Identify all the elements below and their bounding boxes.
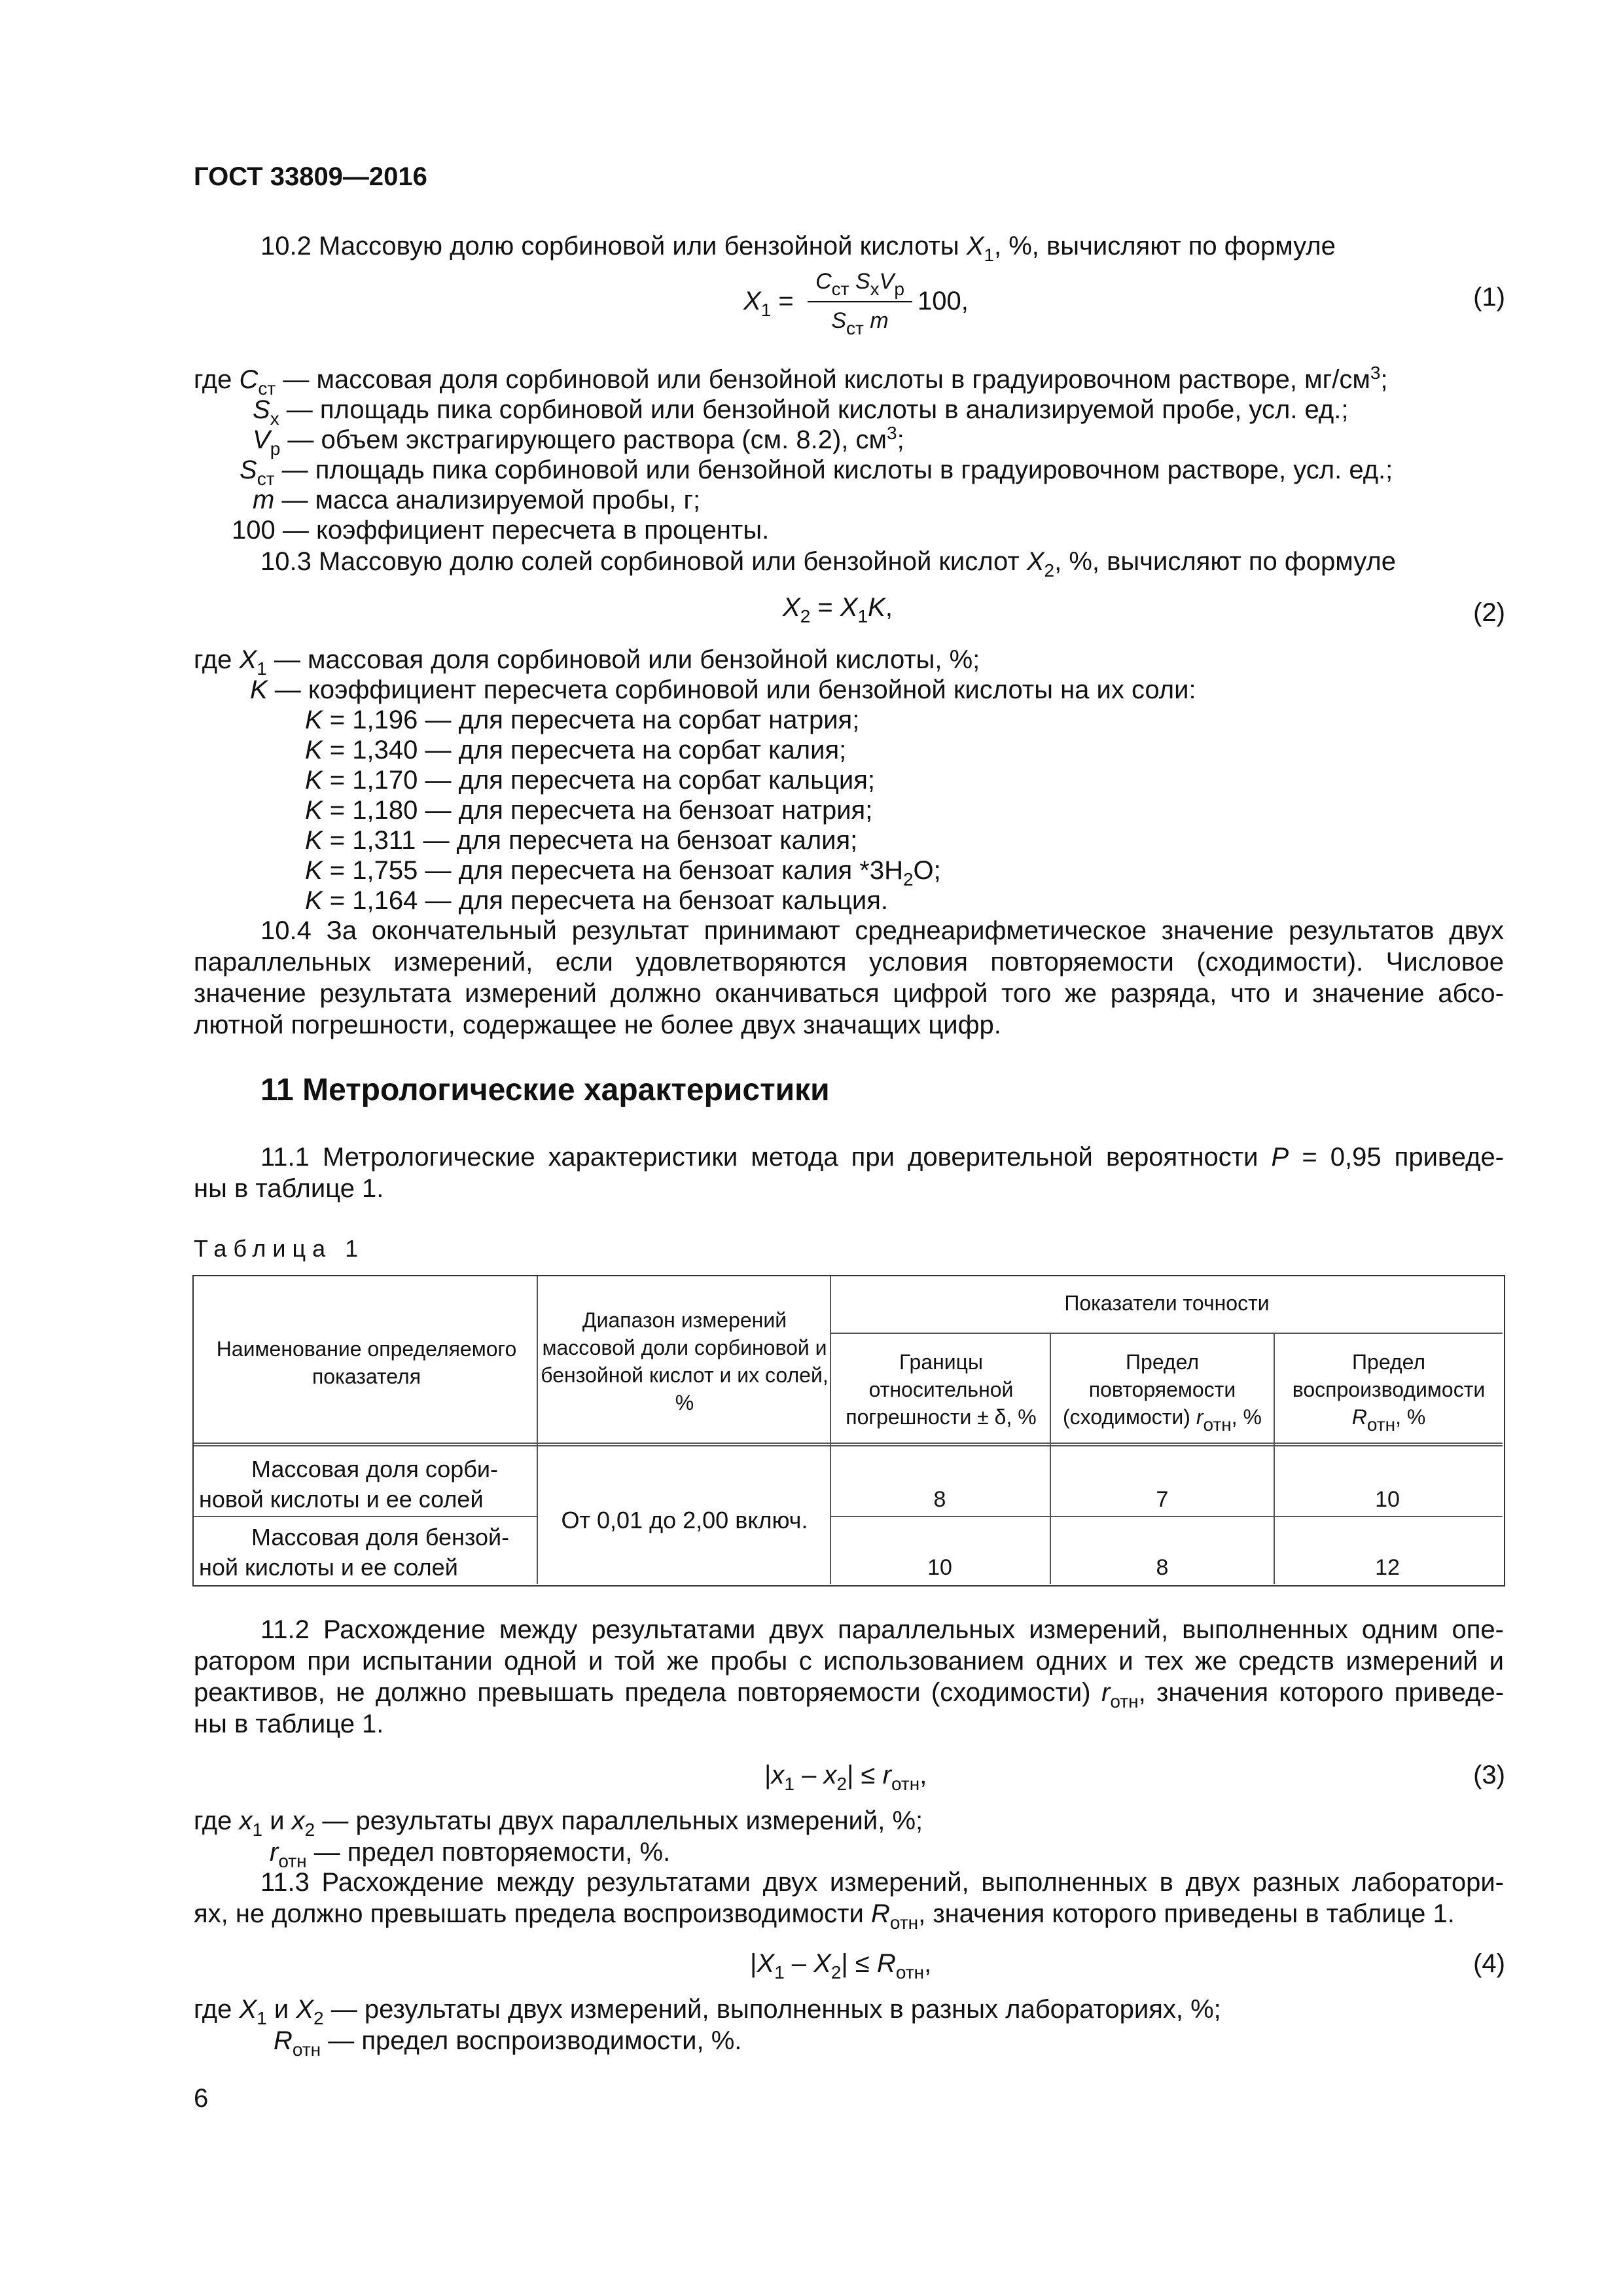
table-header-col2: Предел повторяемости (сходимости) $r_{отн}$, % — [1063, 1350, 1262, 1435]
list-item: K = 1,311 — для пересчета на бензоат калия; — [305, 826, 858, 855]
doc-id: ГОСТ 33809—2016 — [194, 162, 427, 191]
table-header-range: Диапазон измерений массовой доли сорбиновой и бензойной кислот и их солей, % — [541, 1308, 829, 1414]
table-range-value: От 0,01 до 2,00 включ. — [561, 1507, 808, 1534]
section-heading: 11 Метрологические характеристики — [260, 1073, 830, 1107]
list-item: K = 1,180 — для пересчета на бензоат натрия; — [305, 796, 873, 825]
table-header-name: Наименование определяемого показателя — [216, 1337, 517, 1388]
where-item: где $x_1$ и $x_2$ — результаты двух параллельных измерений, %; — [194, 1806, 923, 1840]
where-item: $r_{отн}$ — предел повторяемости, %. — [270, 1838, 671, 1871]
list-item: K = 1,340 — для пересчета на сорбат калия; — [305, 736, 847, 764]
table-header-accuracy: Показатели точности — [1064, 1291, 1270, 1315]
eq1-denominator: $S_{ст}$ m — [831, 308, 889, 338]
where-item: $S_x$ — площадь пика сорбиновой или бензойной кислоты в анализируемой пробе, усл. ед.; — [253, 395, 1349, 429]
table-caption: Таблица 1 — [194, 1235, 365, 1262]
document-header — [194, 161, 427, 192]
list-item: K = 1,170 — для пересчета на сорбат кальция; — [305, 766, 876, 795]
equation-number: (1) — [1473, 283, 1505, 312]
eq1-numerator: $C_{ст}$ $S_xV_р$ — [815, 269, 904, 299]
where-item: $S_{ст}$ — площадь пика сорбиновой или бензойной кислоты в градуировочном растворе, усл. ед.; — [240, 456, 1393, 489]
equation-number: (3) — [1473, 1761, 1505, 1789]
document-page: ГОСТ 33809—2016 10.2 Массовую долю сорбиновой или бензойной кислоты $X_1$, %, вычисляют по формуле $X_1$ = $C_{ст}$ $S_xV_р$ $S_{ст}$ m 100, (1) где $C_{ст}$ — массовая доля сорбиновой или бензойной кислоты в градуировочном растворе, $мг/см^3$; $S_x$ — площадь пика сорбиновой или бензойной кислоты в анализируемой пробе, усл. ед.; $V_р$ — объем экстрагирующего раствора (см. 8.2), $см^3$; $S_{ст}$ — площадь пика сорбиновой или бензойной кислоты в градуировочном растворе, усл. ед.; m — масса анализируемой пробы, г; 100 — коэффициент пересчета в проценты. 10.3 Массовую долю солей сорбиновой или бензойной кислот $X_2$, %, вычисляют по формуле $X_2 = X_1K$, (2) где $X_1$ — массовая доля сорбиновой или бензойной кислоты, %; K — коэффициент пересчета сорбиновой или бензойной кислоты на их соли: K = 1,196 — для пересчета на сорбат натрия; K = 1,340 — для пересчета на сорбат калия; K = 1,170 — для пересчета на сорбат кальция; K = 1,180 — для пересчета на бензоат натрия; K = 1,311 — для пересчета на бензоат калия; K = 1,755 — для пересчета на бензоат калия $*3H_2O$; K = 1,164 — для пересчета на бензоат кальция. 10.4 За окончательный результат принимают среднеарифметическое значение результатов двух параллельных измерений, если удовлетворяются условия повторяемости (сходимости). Числовое значение результата измерений должно оканчиваться цифрой того же разряда, что и значение абсо- лютной погрешности, содержащее не более двух значащих цифр. 11 Метрологические характеристики 11.1 Метрологические характеристики метода при доверительной вероятности P = 0,95 приведе- ны в таблице 1. Таблица 1 Наименование определяемого показателя Диапазон измерений массовой доли сорбиновой и бензойной кислот и их солей, % Показатели точности Границы относительной погрешности ± δ, % Предел повторяемости (сходимости) $r_{отн}$, % Предел воспроизводимости $R_{отн}$, % Массовая доля сорби- новой кислоты и ее солей 8 7 10 От 0,01 до 2,00 включ. Массовая доля бензой- ной кислоты и ее солей 10 8 12 11.2 Расхождение между результатами двух параллельных измерений, выполненных одним опе- ратором при испытании одной и той же пробы с использованием одних и тех же средств измерений и реактивов, не должно превышать предела повторяемости (сходимости) $r_{отн}$, значения которого приведе- ны в таблице 1. $|x_1 - x_2| \le r_{отн}$, (3) где $x_1$ и $x_2$ — результаты двух параллельных измерений, %; $r_{отн}$ — предел повторяемости, %. 11.3 Расхождение между результатами двух измерений, выполненных в двух разных лаборатори- ях, не должно превышать предела воспроизводимости $R_{отн}$, значения которого приведены в таблице 1. $|X_1 - X_2| \le R_{отн}$, (4) где $X_1$ и $X_2$ — результаты двух измерений, выполненных в разных лабораториях, %; $R_{отн}$ — предел воспроизводимости, %. 6 — [194, 162, 1505, 2113]
where-item: $V_р$ — объем экстрагирующего раствора (см. 8.2), $см^3$; — [253, 423, 904, 459]
paragraph-10-3: 10.3 Массовую долю солей сорбиновой или бензойной кислот $X_2$, %, вычисляют по формуле — [260, 547, 1396, 581]
where-item: где $C_{ст}$ — массовая доля сорбиновой или бензойной кислоты в градуировочном растворе, $мг/см^3$; — [194, 363, 1388, 399]
where-item: где $X_1$ и $X_2$ — результаты двух измерений, выполненных в разных лабораториях, %; — [194, 1995, 1221, 2028]
equation-number: (2) — [1473, 598, 1505, 627]
where-item: m — масса анализируемой пробы, г; — [253, 486, 701, 514]
paragraph-11-1: 11.1 Метрологические характеристики метода при доверительной вероятности P = 0,95 приведе- — [260, 1143, 1505, 1172]
where-item: 100 — коэффициент пересчета в проценты. — [232, 516, 770, 545]
page-number: 6 — [194, 2084, 209, 2113]
where-item: K — коэффициент пересчета сорбиновой или бензойной кислоты на их соли: — [250, 675, 1196, 704]
list-item: K = 1,196 — для пересчета на сорбат натрия; — [305, 706, 860, 734]
where-item: где $X_1$ — массовая доля сорбиновой или бензойной кислоты, %; — [194, 645, 980, 679]
table-header-col1: Границы относительной погрешности ± δ, % — [846, 1350, 1037, 1429]
list-item: K = 1,164 — для пересчета на бензоат кальция. — [305, 886, 889, 915]
paragraph-10-2: 10.2 Массовую долю сорбиновой или бензойной кислоты $X_1$, %, вычисляют по формуле — [260, 232, 1336, 265]
equation-number: (4) — [1473, 1949, 1505, 1978]
list-item: K = 1,755 — для пересчета на бензоат калия $*3H_2O$; — [305, 856, 941, 889]
table-header-col3: Предел воспроизводимости $R_{отн}$, % — [1292, 1350, 1486, 1435]
where-item: $R_{отн}$ — предел воспроизводимости, %. — [274, 2026, 742, 2060]
eq1-fraction-bar — [808, 301, 912, 302]
